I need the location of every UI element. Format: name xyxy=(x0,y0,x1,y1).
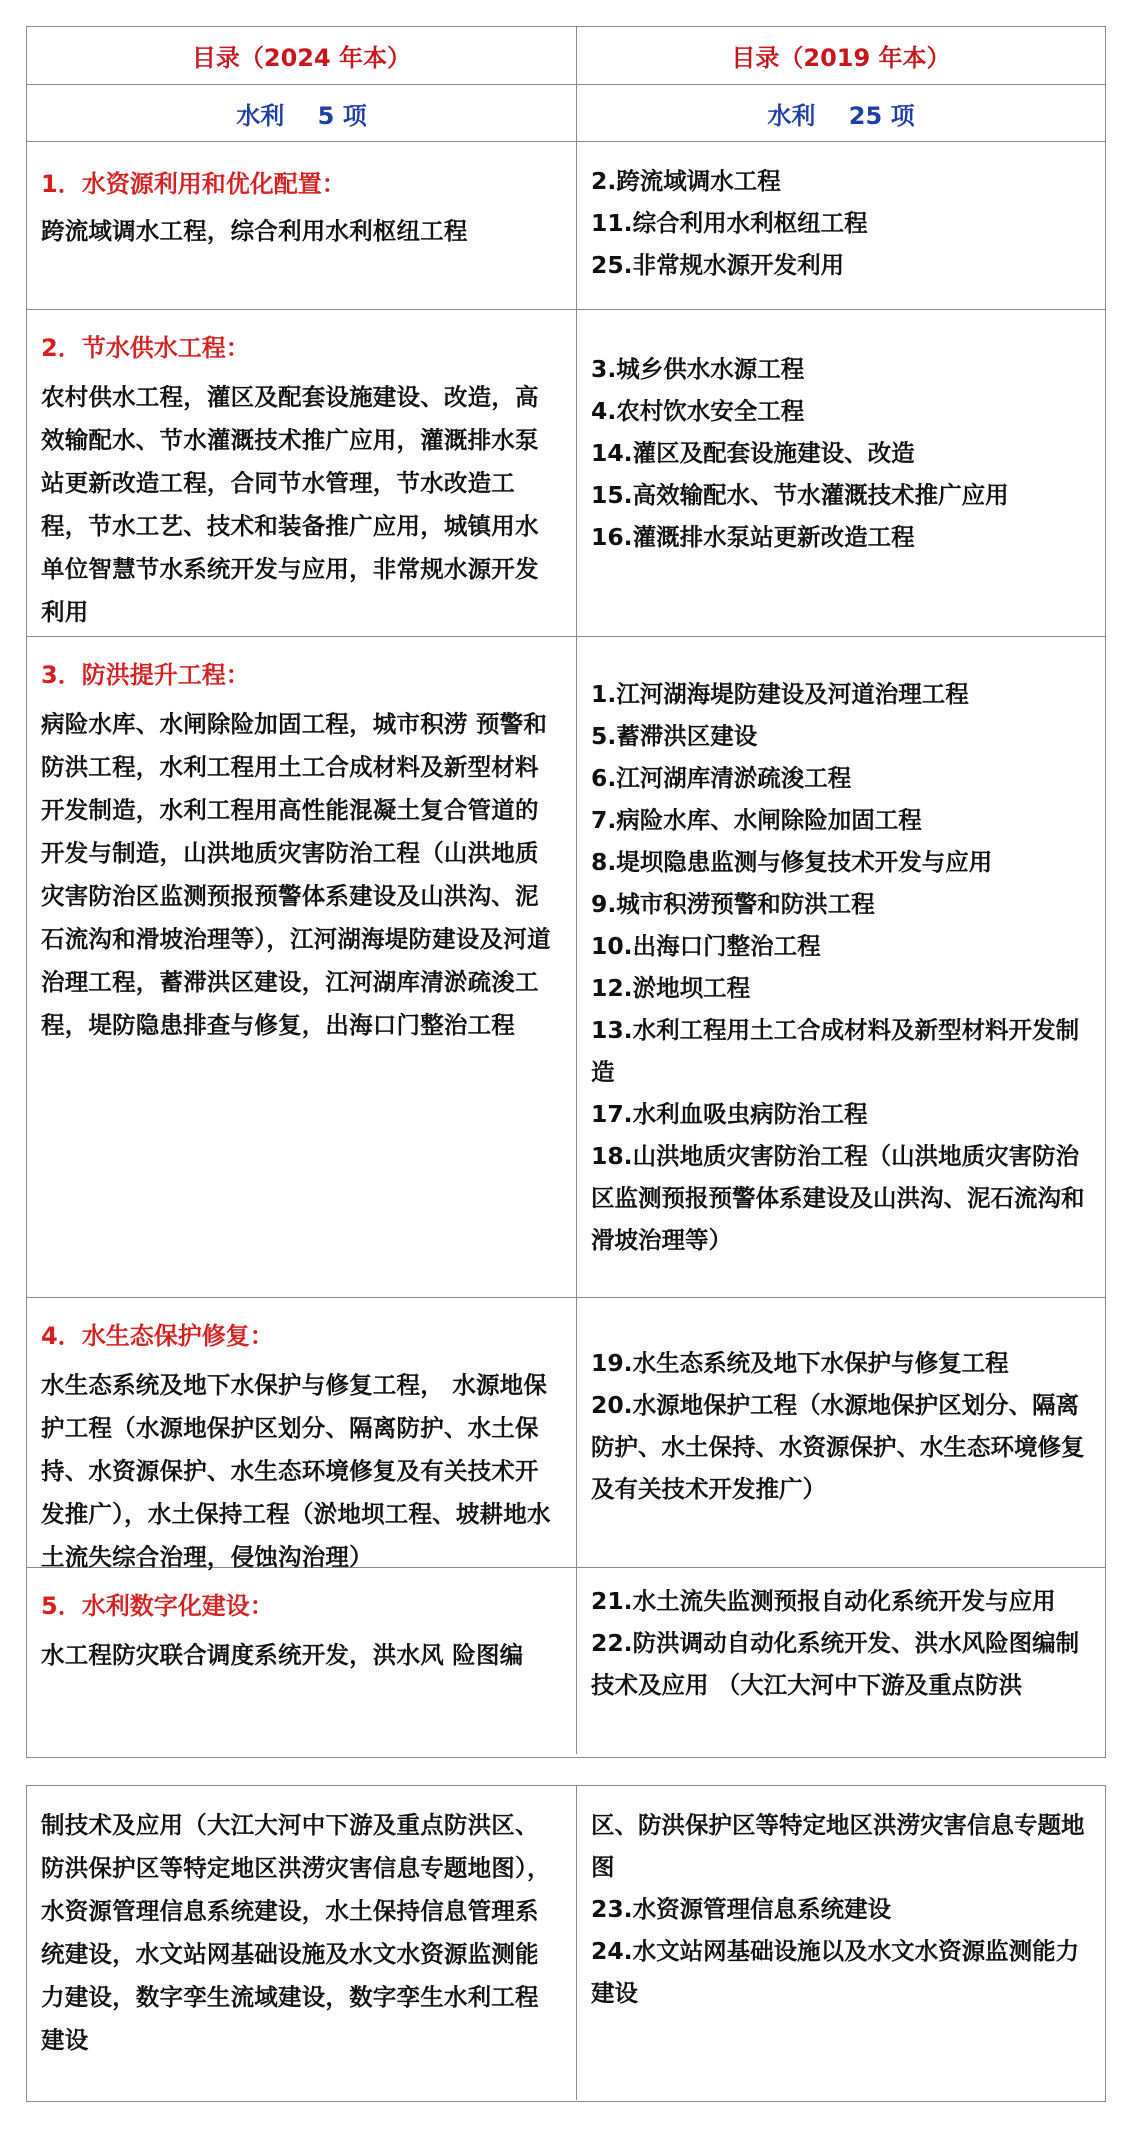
continuation-row xyxy=(27,1786,1105,2100)
continuation-right xyxy=(577,1786,1105,2100)
section-5-right xyxy=(577,1568,1105,1754)
section-row-3 xyxy=(27,637,1105,1298)
section-2-title: 2．节水供水工程： xyxy=(41,334,250,362)
list-item: 24.水文站网基础设施以及水文水资源监测能力建设 xyxy=(590,1937,1080,2007)
list-item: 2.跨流域调水工程 xyxy=(590,167,781,195)
section-5-title: 5．水利数字化建设： xyxy=(41,1592,274,1620)
section-2-left xyxy=(27,310,577,636)
list-item: 6.江河湖库清淤疏浚工程 xyxy=(590,764,852,792)
section-3-right xyxy=(577,637,1105,1297)
section-1-body: 跨流域调水工程，综合利用水利枢纽工程 xyxy=(41,217,468,245)
list-item: 14.灌区及配套设施建设、改造 xyxy=(590,439,915,467)
header-2019: 目录（2019 年本） xyxy=(731,44,951,72)
list-item: 22.防洪调动自动化系统开发、洪水风险图编制技术及应用 （大江大河中下游及重点防洪 xyxy=(590,1629,1080,1699)
section-3-left xyxy=(27,637,577,1297)
section-2-list xyxy=(591,348,1091,558)
subheader-2024-count: 水利 5 项 xyxy=(27,85,577,141)
section-5-left xyxy=(27,1568,577,1754)
list-item: 21.水土流失监测预报自动化系统开发与应用 xyxy=(590,1587,1056,1615)
section-row-5 xyxy=(27,1568,1105,1754)
list-item: 13.水利工程用土工合成材料及新型材料开发制造 xyxy=(590,1016,1080,1086)
list-item: 17.水利血吸虫病防治工程 xyxy=(590,1100,868,1128)
list-item: 5.蓄滞洪区建设 xyxy=(590,722,758,750)
table-header-row xyxy=(27,27,1105,85)
section-1-title: 1．水资源利用和优化配置： xyxy=(41,170,346,198)
section-2-right xyxy=(577,310,1105,636)
continuation-table xyxy=(26,1785,1106,2102)
section-5-list xyxy=(591,1580,1091,1706)
list-item: 23.水资源管理信息系统建设 xyxy=(590,1895,892,1923)
catalog-table xyxy=(26,26,1106,1758)
list-item: 11.综合利用水利枢纽工程 xyxy=(590,209,868,237)
section-5-body: 水工程防灾联合调度系统开发，洪水风 险图编 xyxy=(41,1641,524,1669)
list-item: 1.江河湖海堤防建设及河道治理工程 xyxy=(590,680,969,708)
table-subheader-row xyxy=(27,85,1105,142)
continuation-list xyxy=(591,1804,1091,2014)
list-item: 8.堤坝隐患监测与修复技术开发与应用 xyxy=(590,848,993,876)
section-1-left xyxy=(27,142,577,309)
continuation-body: 制技术及应用（大江大河中下游及重点防洪区、防洪保护区等特定地区洪涝灾害信息专题地图），水资源管理信息系统建设，水土保持信息管理系统建设，水文站网基础设施及水文水资源监测能力建设，数字孪生流域建设，数字孪生水利工程建设 xyxy=(41,1811,551,2054)
section-row-2 xyxy=(27,310,1105,637)
header-2024: 目录（2024 年本） xyxy=(27,27,577,84)
list-item: 15.高效输配水、节水灌溉技术推广应用 xyxy=(590,481,1009,509)
list-item: 4.农村饮水安全工程 xyxy=(590,397,805,425)
list-item: 10.出海口门整治工程 xyxy=(590,932,821,960)
section-4-body: 水生态系统及地下水保护与修复工程， 水源地保护工程（水源地保护区划分、隔离防护、水土保持、水资源保护、水生态环境修复及有关技术开发推广），水土保持工程（淤地坝工程、坡耕地水土流失综合治理，侵蚀沟治理） xyxy=(41,1371,551,1571)
list-item: 18.山洪地质灾害防治工程（山洪地质灾害防治区监测预报预警体系建设及山洪沟、泥石流沟和滑坡治理等） xyxy=(590,1142,1085,1254)
section-4-list xyxy=(591,1342,1091,1510)
section-3-body: 病险水库、水闸除险加固工程，城市积涝 预警和防洪工程，水利工程用土工合成材料及新型材料开发制造，水利工程用高性能混凝土复合管道的开发与制造，山洪地质灾害防治工程（山洪地质灾害防治区监测预报预警体系建设及山洪沟、泥石流沟和滑坡治理等），江河湖海堤防建设及河道治理工程，蓄滞洪区建设，江河湖库清淤疏浚工程，堤防隐患排查与修复，出海口门整治工程 xyxy=(41,710,551,1039)
section-4-title: 4．水生态保护修复： xyxy=(41,1322,274,1350)
list-item: 3.城乡供水水源工程 xyxy=(590,355,805,383)
section-3-list xyxy=(591,673,1091,1261)
list-item: 7.病险水库、水闸除险加固工程 xyxy=(590,806,922,834)
section-4-left xyxy=(27,1298,577,1571)
section-4-right xyxy=(577,1298,1105,1567)
list-item: 25.非常规水源开发利用 xyxy=(590,251,845,279)
section-row-4 xyxy=(27,1298,1105,1571)
continuation-left xyxy=(27,1786,577,2100)
list-item: 20.水源地保护工程（水源地保护区划分、隔离防护、水土保持、水资源保护、水生态环境修复及有关技术开发推广） xyxy=(590,1391,1085,1503)
list-item: 19.水生态系统及地下水保护与修复工程 xyxy=(590,1349,1009,1377)
list-item: 9.城市积涝预警和防洪工程 xyxy=(590,890,875,918)
subheader-2019-count: 水利 25 项 xyxy=(767,101,915,130)
section-2-body: 农村供水工程，灌区及配套设施建设、改造，高效输配水、节水灌溉技术推广应用，灌溉排水泵站更新改造工程，合同节水管理，节水改造工程，节水工艺、技术和装备推广应用，城镇用水单位智慧节水系统开发与应用，非常规水源开发利用 xyxy=(41,383,539,626)
list-item: 16.灌溉排水泵站更新改造工程 xyxy=(590,523,915,551)
section-row-1 xyxy=(27,142,1105,310)
section-3-title: 3．防洪提升工程： xyxy=(41,661,250,689)
section-1-right xyxy=(577,142,1105,309)
section-1-list xyxy=(591,160,1091,286)
list-item: 区、防洪保护区等特定地区洪涝灾害信息专题地图 xyxy=(590,1811,1085,1881)
list-item: 12.淤地坝工程 xyxy=(590,974,751,1002)
